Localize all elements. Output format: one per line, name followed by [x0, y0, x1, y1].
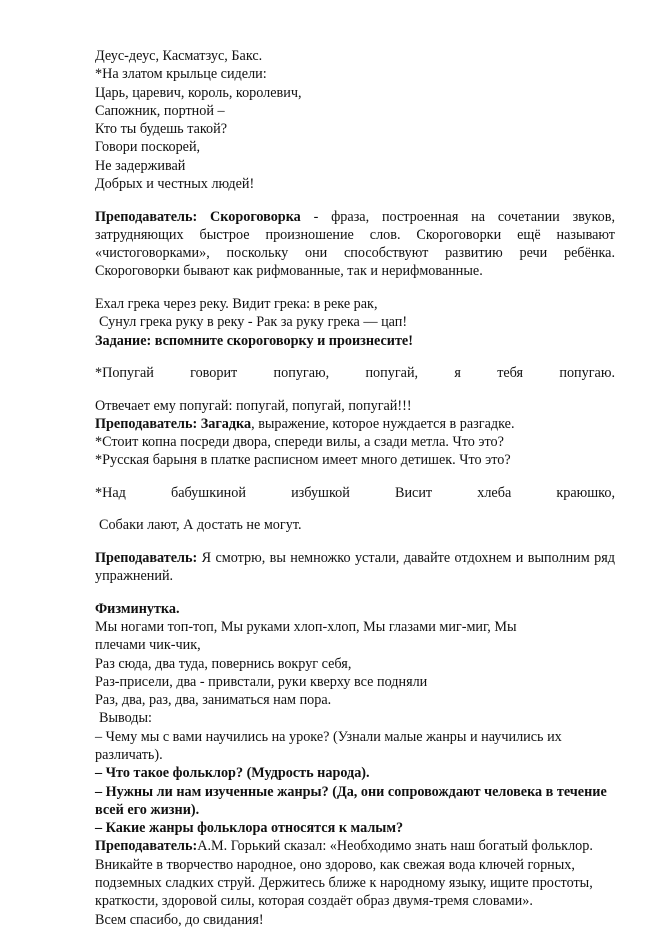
- rhyme-line: Говори поскорей,: [95, 139, 201, 156]
- teacher-paragraph-riddle: [95, 415, 615, 433]
- document-text: [95, 47, 615, 929]
- conclusion-question: – Что такое фольклор? (Мудрость народа).: [95, 765, 370, 782]
- parrot-line: Отвечает ему попугай: попугай, попугай, попугай!!!: [95, 397, 412, 414]
- fizminutka-title: Физминутка.: [95, 600, 180, 617]
- rhyme-line: Деус-деус, Касматзус, Бакс.: [95, 48, 263, 64]
- fizminutka-line: Мы ногами топ-топ, Мы руками хлоп-хлоп, Мы глазами миг-миг, Мы: [95, 618, 517, 635]
- task-heading: Задание: вспомните скороговорку и произнесите!: [95, 332, 413, 349]
- riddle-line: *Русская барыня в платке расписном имеет много детишек. Что это?: [95, 452, 511, 469]
- teacher-label: Преподаватель: Скороговорка: [95, 208, 301, 225]
- fizminutka-line: Раз-присели, два - привстали, руки кверху все подняли: [95, 673, 428, 690]
- teacher-paragraph-tongue-twister: [95, 208, 615, 281]
- conclusion-question: – Чему мы с вами научились на уроке? (Узнали малые жанры и научились их различать).: [95, 728, 562, 763]
- fizminutka-line: плечами чик-чик,: [95, 637, 201, 654]
- farewell-line: Всем спасибо, до свидания!: [95, 911, 264, 928]
- paragraph-text: , выражение, которое нуждается в разгадке.: [251, 415, 515, 432]
- fizminutka-line: Раз, два, раз, два, заниматься нам пора.: [95, 692, 332, 709]
- twister-line: Ехал грека через реку. Видит грека: в реке рак,: [95, 295, 378, 312]
- riddle-line: *Стоит копна посреди двора, спереди вилы, а сзади метла. Что это?: [95, 434, 504, 451]
- teacher-label: Преподаватель:: [95, 549, 198, 566]
- teacher-label: Преподаватель:: [95, 838, 198, 855]
- rhyme-line: Сапожник, портной –: [95, 102, 225, 119]
- parrot-line: *Попугай говорит попугаю, попугай, я тебя попугаю.: [95, 365, 615, 382]
- paragraph-text: - фраза, построенная на сочетании звуков, затрудняющих быстрое произношение слов. Скороговорки ещё называют «чистоговорками», поскольку они способствуют развитию речи ребёнка. Скороговорки бывают как рифмованные, так и нерифмованные.: [95, 208, 616, 280]
- conclusion-question: – Нужны ли нам изученные жанры? (Да, они сопровождают человека в течение всей его жизни).: [95, 783, 607, 818]
- riddle-line: Собаки лают, А достать не могут.: [99, 517, 302, 534]
- rhyme-line: Не задерживай: [95, 157, 186, 174]
- fizminutka-line: Раз сюда, два туда, повернись вокруг себя,: [95, 655, 352, 672]
- conclusions-title: Выводы:: [99, 710, 152, 727]
- teacher-label: Преподаватель: Загадка: [95, 415, 252, 432]
- rhyme-line: Добрых и честных людей!: [95, 176, 255, 193]
- riddle-line: *Над бабушкиной избушкой Висит хлеба краюшко,: [95, 484, 615, 501]
- rhyme-line: Кто ты будешь такой?: [95, 121, 228, 138]
- twister-line: Сунул грека руку в реку - Рак за руку грека — цап!: [99, 314, 408, 331]
- rhyme-line: *На златом крыльце сидели:: [95, 66, 267, 83]
- teacher-paragraph-break: [95, 549, 615, 586]
- conclusion-question: – Какие жанры фольклора относятся к малым?: [95, 820, 404, 837]
- teacher-paragraph-gorky: [95, 837, 615, 910]
- rhyme-line: Царь, царевич, король, королевич,: [95, 84, 302, 101]
- paragraph-text: Я смотрю, вы немножко устали, давайте отдохнем и выполним ряд упражнений.: [95, 549, 615, 585]
- paragraph-text: А.М. Горький сказал: «Необходимо знать наш богатый фольклор. Вникайте в творчество народное, оно здорово, как свежая вода ключей горных, подземных сладких струй. Держитесь ближе к народному языку, ищите простоты, краткости, здоровой силы, которая создаёт образ двумя-тремя словами».: [95, 838, 593, 910]
